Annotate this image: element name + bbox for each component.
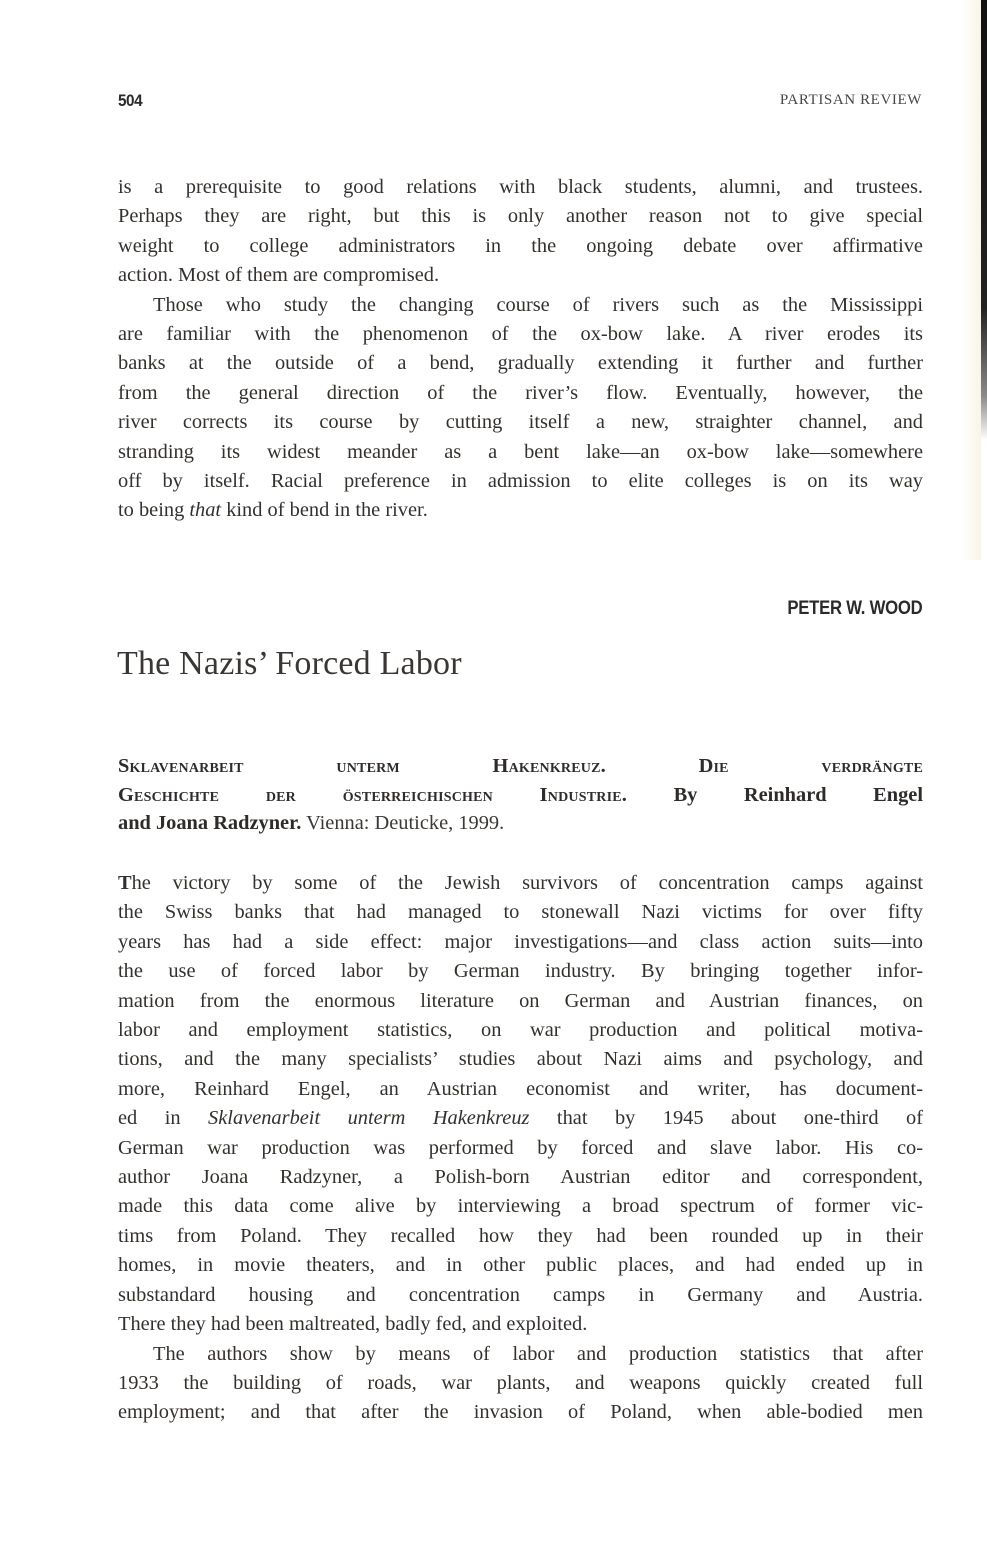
text-line: weight to college administrators in the ongoing debate over affirmative bbox=[118, 234, 923, 257]
initial-letter: T bbox=[118, 872, 132, 894]
citation-title: Geschichte der österreichischen Industrie. bbox=[118, 783, 628, 806]
citation-title-word: Hakenkreuz. bbox=[492, 755, 606, 777]
text-line: is a prerequisite to good relations with black students, alumni, and trustees. bbox=[118, 176, 923, 198]
text-line bbox=[118, 496, 923, 525]
paragraph bbox=[118, 291, 923, 526]
page-number: 504 bbox=[118, 91, 143, 110]
citation-title-word: Die bbox=[698, 755, 729, 777]
text-line: There they had been maltreated, badly fed, and exploited. bbox=[118, 1313, 588, 1336]
paragraph bbox=[118, 173, 923, 291]
previous-article-text bbox=[118, 173, 923, 526]
text-line: the Swiss banks that had managed to stonewall Nazi victims for over fifty bbox=[118, 901, 923, 924]
citation-title-word: unterm bbox=[336, 755, 400, 777]
text-line bbox=[118, 1104, 923, 1133]
citation-title-word: Sklavenarbeit bbox=[118, 755, 244, 777]
paragraph bbox=[118, 1340, 923, 1428]
text-line: are familiar with the phenomenon of the ox-bow lake. A river erodes its bbox=[118, 323, 923, 346]
emphasis-text: that bbox=[189, 499, 222, 522]
text-run: ed in bbox=[118, 1107, 209, 1130]
text-line: more, Reinhard Engel, an Austrian economist and writer, has document- bbox=[118, 1077, 923, 1100]
text-line: banks at the outside of a bend, gradually extending it further and further bbox=[118, 352, 923, 375]
text-line: labor and employment statistics, on war production and political motiva- bbox=[118, 1019, 923, 1042]
text-line: from the general direction of the river’s flow. Eventually, however, the bbox=[118, 381, 923, 404]
text-line: the use of forced labor by German industry. By bringing together infor- bbox=[118, 960, 923, 983]
text-line: off by itself. Racial preference in admission to elite colleges is on its way bbox=[118, 470, 923, 493]
text-line: tions, and the many specialists’ studies about Nazi aims and psychology, and bbox=[118, 1048, 923, 1071]
text-run: he victory by some of the Jewish survivors of concentration camps against bbox=[131, 872, 923, 894]
text-line: stranding its widest meander as a bent lake—an ox-bow lake—somewhere bbox=[118, 440, 923, 463]
article-title: The Nazis’ Forced Labor bbox=[117, 645, 462, 682]
text-line bbox=[118, 869, 923, 898]
text-line: homes, in movie theaters, and in other public places, and had ended up in bbox=[118, 1254, 923, 1277]
text-line: The authors show by means of labor and production statistics that after bbox=[153, 1342, 923, 1365]
text-line: action. Most of them are compromised. bbox=[118, 264, 440, 287]
text-run: kind of bend in the river. bbox=[221, 499, 428, 522]
text-line: German war production was performed by forced and slave labor. His co- bbox=[118, 1136, 923, 1159]
text-line: Those who study the changing course of rivers such as the Mississippi bbox=[153, 293, 923, 316]
book-citation bbox=[118, 752, 923, 838]
page-edge-shading bbox=[961, 0, 981, 560]
text-line: 1933 the building of roads, war plants, and weapons quickly created full bbox=[118, 1371, 923, 1394]
text-line: river corrects its course by cutting itself a new, straighter channel, and bbox=[118, 411, 923, 434]
journal-title: PARTISAN REVIEW bbox=[779, 92, 922, 108]
text-line: made this data come alive by interviewing a broad spectrum of former vic- bbox=[118, 1195, 923, 1218]
running-head bbox=[118, 91, 922, 115]
article-body bbox=[118, 869, 923, 1428]
text-line: mation from the enormous literature on German and Austrian finances, on bbox=[118, 989, 923, 1012]
text-line: author Joana Radzyner, a Polish-born Austrian editor and correspondent, bbox=[118, 1166, 923, 1189]
text-line: Perhaps they are right, but this is only another reason not to give special bbox=[118, 205, 923, 228]
text-line: tims from Poland. They recalled how they had been rounded up in their bbox=[118, 1224, 923, 1247]
author-signature: PETER W. WOOD bbox=[787, 598, 922, 619]
citation-authors: and Joana Radzyner. bbox=[118, 812, 302, 834]
text-line: substandard housing and concentration camps in Germany and Austria. bbox=[118, 1283, 923, 1306]
text-run: that by 1945 about one-third of bbox=[529, 1107, 923, 1130]
citation-title-word: verdrängte bbox=[821, 755, 923, 777]
citation-line bbox=[118, 752, 923, 781]
text-line: employment; and that after the invasion of Poland, when able-bodied men bbox=[118, 1401, 923, 1424]
text-run: to being bbox=[118, 499, 190, 522]
book-title-italic: Sklavenarbeit unterm Hakenkreuz bbox=[208, 1107, 530, 1130]
text-line: years has had a side effect: major investigations—and class action suits—into bbox=[118, 930, 923, 953]
citation-line bbox=[118, 781, 923, 810]
citation-line bbox=[118, 809, 923, 838]
citation-authors: By Reinhard Engel bbox=[627, 783, 923, 806]
paragraph bbox=[118, 869, 923, 1340]
page-spine-shadow bbox=[981, 0, 987, 440]
citation-publisher: Vienna: Deuticke, 1999. bbox=[301, 812, 505, 834]
